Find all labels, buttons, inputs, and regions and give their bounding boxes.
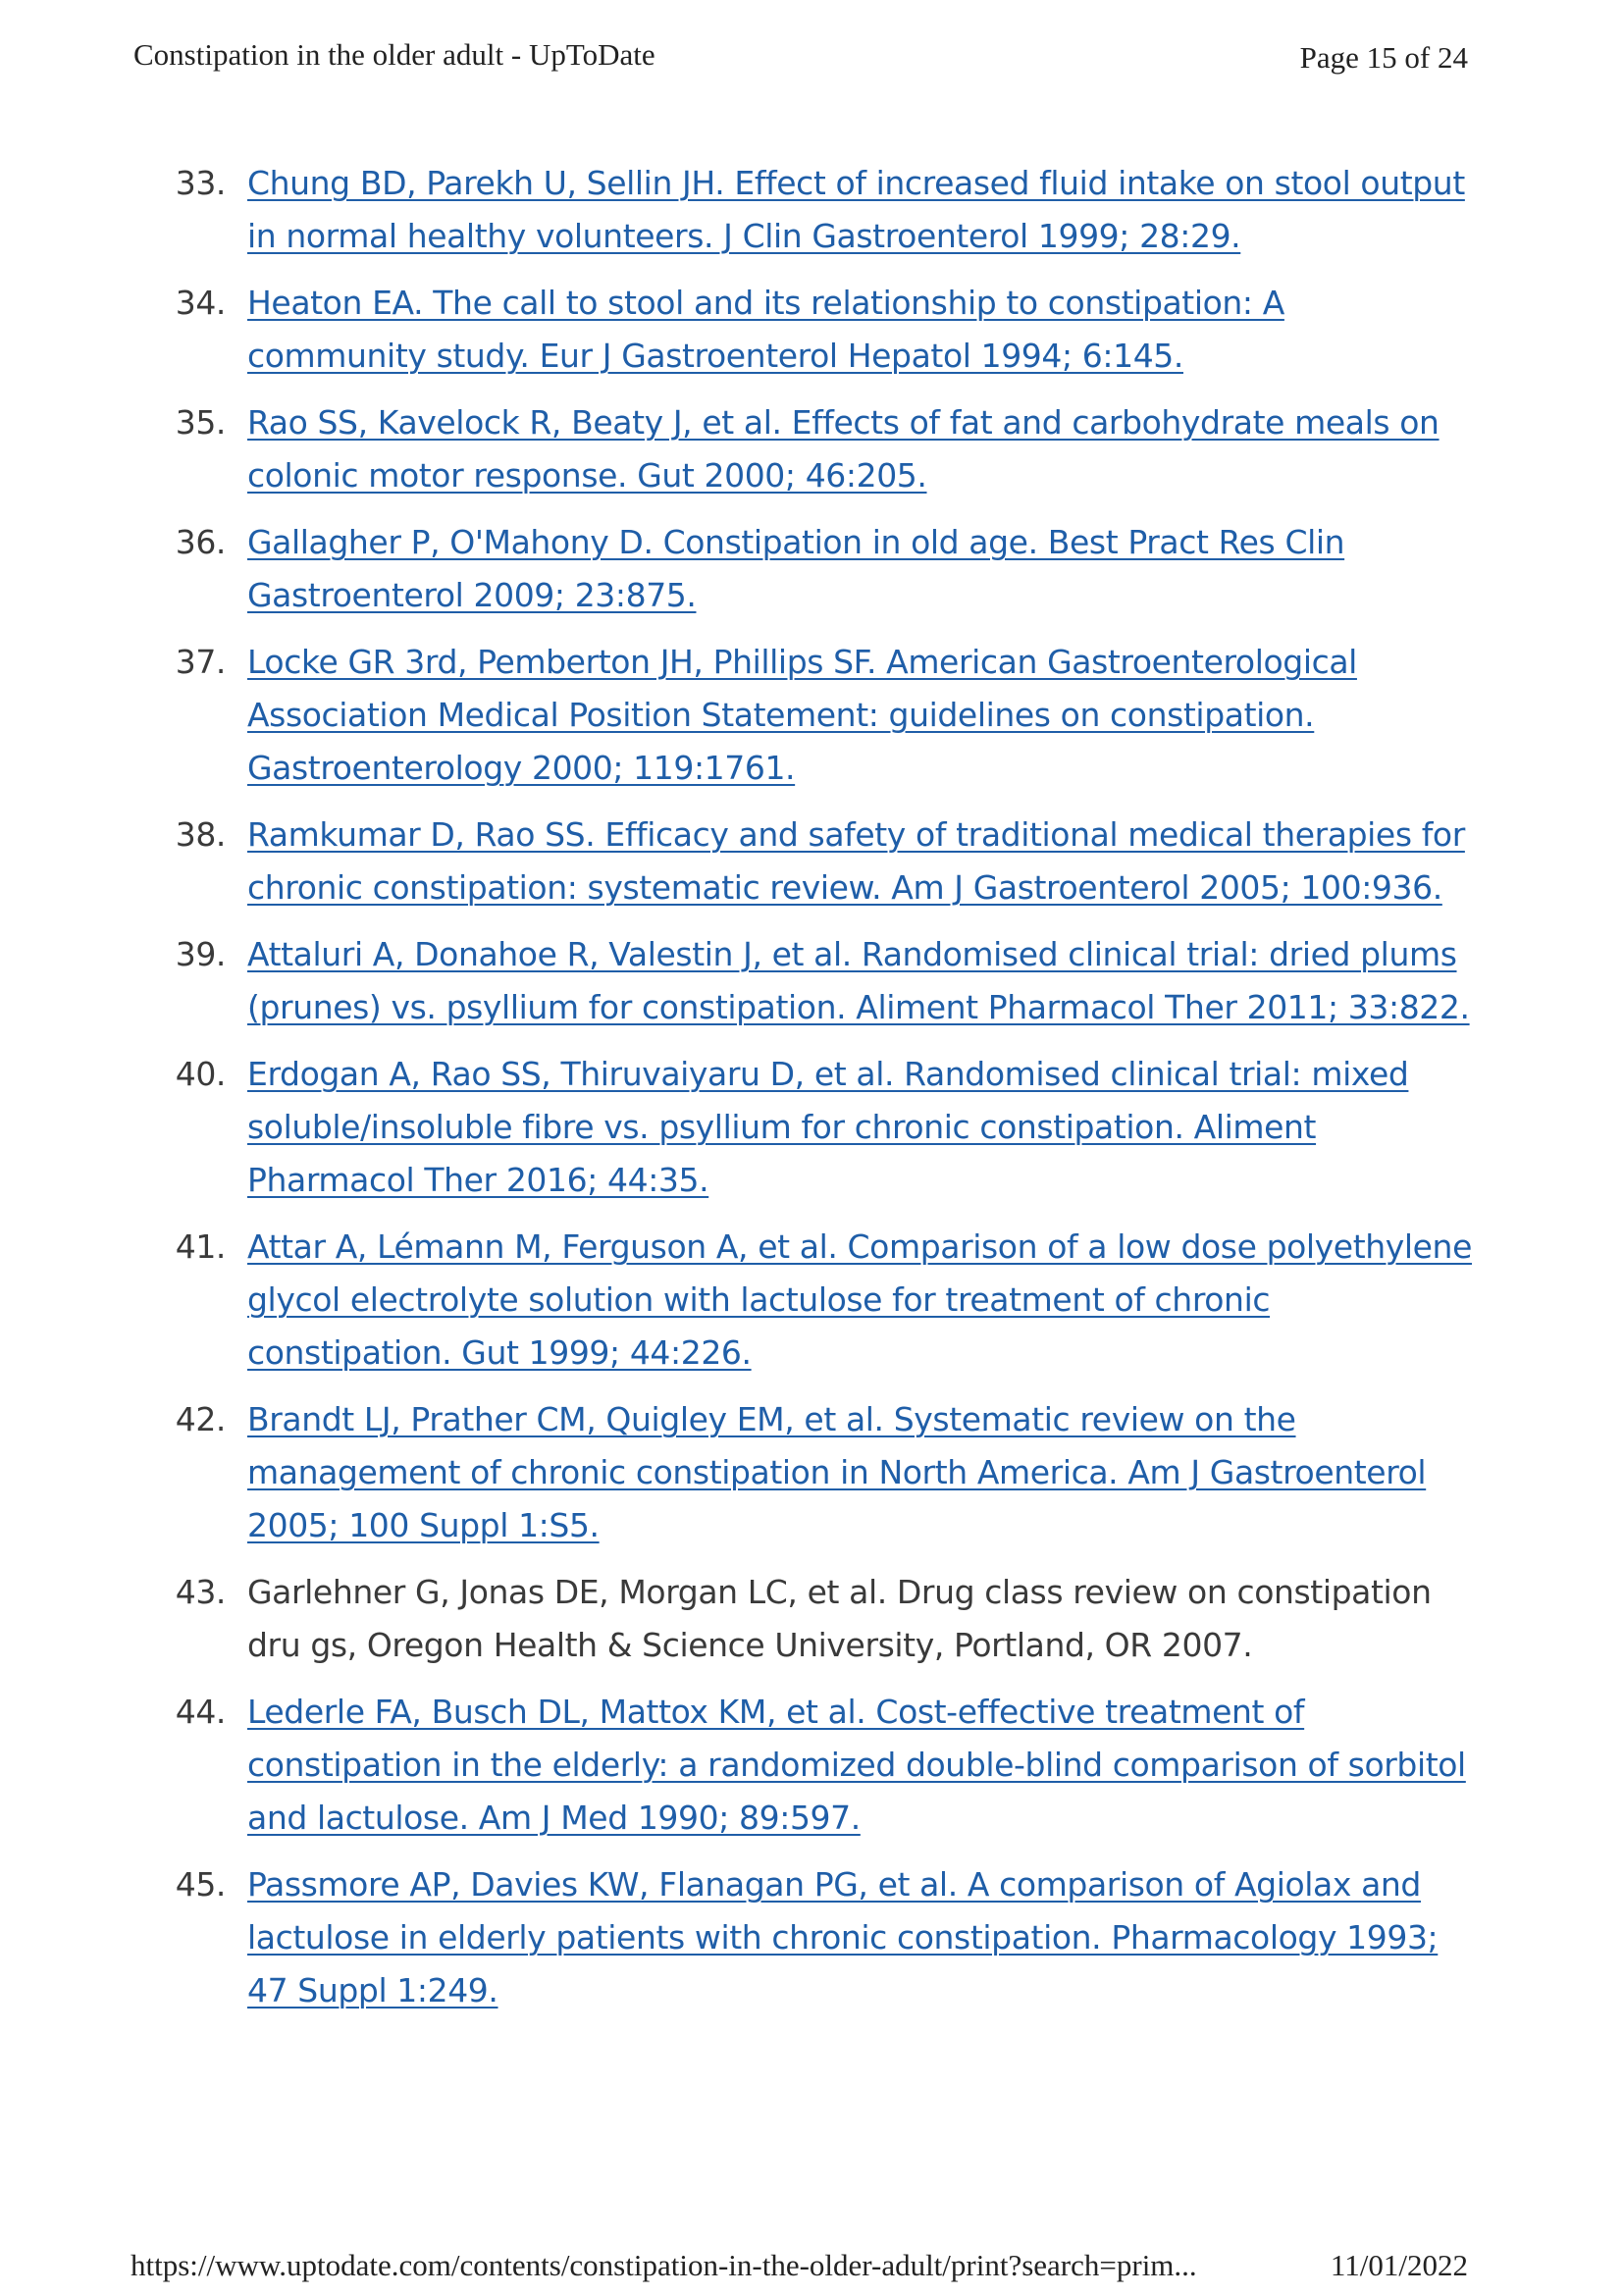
reference-list bbox=[157, 157, 1472, 2031]
reference-link[interactable]: Gallagher P, O'Mahony D. Constipation in old age. Best Pract Res Clin Gastroenterol 2009; 23:875. bbox=[247, 523, 1345, 614]
reference-number: 41. bbox=[175, 1227, 226, 1266]
reference-number: 34. bbox=[175, 284, 226, 322]
reference-link[interactable]: Brandt LJ, Prather CM, Quigley EM, et al. Systematic review on the management of chronic constipation in North America. Am J Gastroenterol 2005; 100 Suppl 1:S5. bbox=[247, 1400, 1427, 1544]
reference-link[interactable]: Attaluri A, Donahoe R, Valestin J, et al. Randomised clinical trial: dried plums (prunes) vs. psyllium for constipation. Aliment Pharmacol Ther 2011; 33:822. bbox=[247, 935, 1470, 1026]
reference-number: 42. bbox=[175, 1400, 226, 1438]
document-title: Constipation in the older adult - UpToDate bbox=[133, 37, 655, 72]
reference-item bbox=[157, 636, 1472, 795]
reference-item bbox=[157, 809, 1472, 914]
reference-link[interactable]: Heaton EA. The call to stool and its relationship to constipation: A community study. Eur J Gastroenterol Hepatol 1994; 6:145. bbox=[247, 284, 1284, 375]
reference-item bbox=[157, 1686, 1472, 1845]
reference-item bbox=[157, 1566, 1472, 1672]
reference-item bbox=[157, 516, 1472, 622]
reference-number: 35. bbox=[175, 403, 226, 442]
reference-link[interactable]: Erdogan A, Rao SS, Thiruvaiyaru D, et al. Randomised clinical trial: mixed soluble/insoluble fibre vs. psyllium for chronic constipation. Aliment Pharmacol Ther 2016; 44:35. bbox=[247, 1055, 1409, 1199]
reference-link[interactable]: Rao SS, Kavelock R, Beaty J, et al. Effects of fat and carbohydrate meals on colonic motor response. Gut 2000; 46:205. bbox=[247, 403, 1440, 495]
reference-number: 33. bbox=[175, 164, 226, 202]
reference-number: 37. bbox=[175, 643, 226, 681]
reference-text: Garlehner G, Jonas DE, Morgan LC, et al. Drug class review on constipation dru gs, Oregon Health & Science University, Portland, OR 2007. bbox=[247, 1573, 1432, 1664]
reference-item bbox=[157, 1048, 1472, 1207]
reference-number: 45. bbox=[175, 1865, 226, 1904]
reference-link[interactable]: Ramkumar D, Rao SS. Efficacy and safety of traditional medical therapies for chronic constipation: systematic review. Am J Gastroenterol 2005; 100:936. bbox=[247, 815, 1465, 907]
reference-item bbox=[157, 157, 1472, 263]
reference-link[interactable]: Passmore AP, Davies KW, Flanagan PG, et al. A comparison of Agiolax and lactulose in elderly patients with chronic constipation. Pharmacology 1993; 47 Suppl 1:249. bbox=[247, 1865, 1439, 2009]
reference-link[interactable]: Attar A, Lémann M, Ferguson A, et al. Comparison of a low dose polyethylene glycol electrolyte solution with lactulose for treatment of chronic constipation. Gut 1999; 44:226. bbox=[247, 1227, 1472, 1372]
reference-item bbox=[157, 1858, 1472, 2017]
reference-number: 36. bbox=[175, 523, 226, 561]
reference-link[interactable]: Locke GR 3rd, Pemberton JH, Phillips SF. American Gastroenterological Association Medical Position Statement: guidelines on constipation. Gastroenterology 2000; 119:1761. bbox=[247, 643, 1357, 787]
reference-number: 39. bbox=[175, 935, 226, 973]
reference-number: 43. bbox=[175, 1573, 226, 1611]
reference-link[interactable]: Lederle FA, Busch DL, Mattox KM, et al. Cost-effective treatment of constipation in the elderly: a randomized double-blind comparison of sorbitol and lactulose. Am J Med 1990; 89:597. bbox=[247, 1693, 1466, 1837]
footer-url: https://www.uptodate.com/contents/constipation-in-the-older-adult/print?search=prim... bbox=[131, 2248, 1197, 2282]
reference-item bbox=[157, 928, 1472, 1034]
page-number: Page 15 of 24 bbox=[1299, 40, 1468, 75]
reference-item bbox=[157, 396, 1472, 502]
reference-number: 40. bbox=[175, 1055, 226, 1093]
footer-date: 11/01/2022 bbox=[1330, 2248, 1468, 2282]
reference-link[interactable]: Chung BD, Parekh U, Sellin JH. Effect of increased fluid intake on stool output in normal healthy volunteers. J Clin Gastroenterol 1999; 28:29. bbox=[247, 164, 1465, 255]
reference-item bbox=[157, 1393, 1472, 1552]
reference-number: 38. bbox=[175, 815, 226, 854]
reference-item bbox=[157, 1221, 1472, 1380]
reference-item bbox=[157, 277, 1472, 383]
reference-number: 44. bbox=[175, 1693, 226, 1731]
